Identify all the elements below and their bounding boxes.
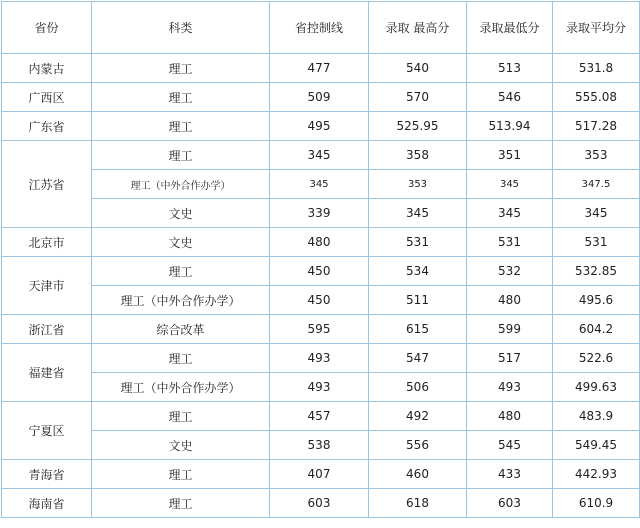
table-row	[2, 257, 640, 286]
province-cell: 宁夏区	[2, 402, 92, 460]
min-score-cell: 513	[467, 54, 553, 83]
control-line-cell: 493	[270, 373, 369, 402]
control-line-cell: 450	[270, 257, 369, 286]
avg-score-cell: 555.08	[553, 83, 640, 112]
table-row	[2, 228, 640, 257]
province-cell: 广西区	[2, 83, 92, 112]
table-header	[2, 2, 640, 54]
admission-scores-table	[1, 1, 640, 518]
province-cell: 福建省	[2, 344, 92, 402]
header-min-score: 录取最低分	[467, 2, 553, 54]
subject-cell: 理工（中外合作办学）	[92, 286, 270, 315]
max-score-cell: 534	[369, 257, 467, 286]
avg-score-cell: 499.63	[553, 373, 640, 402]
province-cell: 浙江省	[2, 315, 92, 344]
max-score-cell: 570	[369, 83, 467, 112]
avg-score-cell: 347.5	[553, 170, 640, 199]
min-score-cell: 493	[467, 373, 553, 402]
min-score-cell: 513.94	[467, 112, 553, 141]
table-row	[2, 54, 640, 83]
table-row	[2, 489, 640, 518]
province-cell: 海南省	[2, 489, 92, 518]
table-row	[2, 431, 640, 460]
avg-score-cell: 604.2	[553, 315, 640, 344]
subject-cell: 文史	[92, 431, 270, 460]
control-line-cell: 480	[270, 228, 369, 257]
header-row	[2, 2, 640, 54]
control-line-cell: 493	[270, 344, 369, 373]
avg-score-cell: 517.28	[553, 112, 640, 141]
subject-cell: 理工（中外合作办学）	[92, 373, 270, 402]
subject-cell: 综合改革	[92, 315, 270, 344]
header-province: 省份	[2, 2, 92, 54]
table-row	[2, 460, 640, 489]
table-body	[2, 54, 640, 518]
max-score-cell: 547	[369, 344, 467, 373]
province-cell: 内蒙古	[2, 54, 92, 83]
subject-cell: 理工	[92, 83, 270, 112]
min-score-cell: 599	[467, 315, 553, 344]
avg-score-cell: 522.6	[553, 344, 640, 373]
max-score-cell: 531	[369, 228, 467, 257]
subject-cell: 文史	[92, 199, 270, 228]
control-line-cell: 407	[270, 460, 369, 489]
province-cell: 广东省	[2, 112, 92, 141]
province-cell: 江苏省	[2, 141, 92, 228]
min-score-cell: 345	[467, 170, 553, 199]
avg-score-cell: 532.85	[553, 257, 640, 286]
subject-cell: 理工	[92, 460, 270, 489]
avg-score-cell: 353	[553, 141, 640, 170]
max-score-cell: 556	[369, 431, 467, 460]
min-score-cell: 517	[467, 344, 553, 373]
avg-score-cell: 531.8	[553, 54, 640, 83]
max-score-cell: 353	[369, 170, 467, 199]
table-row	[2, 199, 640, 228]
min-score-cell: 545	[467, 431, 553, 460]
table-row	[2, 402, 640, 431]
subject-cell: 理工	[92, 402, 270, 431]
control-line-cell: 457	[270, 402, 369, 431]
subject-cell: 文史	[92, 228, 270, 257]
table-row	[2, 373, 640, 402]
control-line-cell: 603	[270, 489, 369, 518]
province-cell: 天津市	[2, 257, 92, 315]
min-score-cell: 351	[467, 141, 553, 170]
max-score-cell: 618	[369, 489, 467, 518]
avg-score-cell: 483.9	[553, 402, 640, 431]
avg-score-cell: 442.93	[553, 460, 640, 489]
control-line-cell: 477	[270, 54, 369, 83]
subject-cell: 理工（中外合作办学）	[92, 170, 270, 199]
max-score-cell: 358	[369, 141, 467, 170]
min-score-cell: 546	[467, 83, 553, 112]
control-line-cell: 595	[270, 315, 369, 344]
min-score-cell: 480	[467, 402, 553, 431]
max-score-cell: 615	[369, 315, 467, 344]
min-score-cell: 433	[467, 460, 553, 489]
subject-cell: 理工	[92, 54, 270, 83]
avg-score-cell: 549.45	[553, 431, 640, 460]
max-score-cell: 525.95	[369, 112, 467, 141]
subject-cell: 理工	[92, 112, 270, 141]
control-line-cell: 509	[270, 83, 369, 112]
avg-score-cell: 495.6	[553, 286, 640, 315]
header-subject: 科类	[92, 2, 270, 54]
max-score-cell: 460	[369, 460, 467, 489]
min-score-cell: 480	[467, 286, 553, 315]
header-control-line: 省控制线	[270, 2, 369, 54]
table-row	[2, 315, 640, 344]
table-row	[2, 141, 640, 170]
subject-cell: 理工	[92, 257, 270, 286]
min-score-cell: 603	[467, 489, 553, 518]
control-line-cell: 538	[270, 431, 369, 460]
header-max-score: 录取 最高分	[369, 2, 467, 54]
subject-cell: 理工	[92, 141, 270, 170]
min-score-cell: 531	[467, 228, 553, 257]
control-line-cell: 339	[270, 199, 369, 228]
min-score-cell: 532	[467, 257, 553, 286]
control-line-cell: 450	[270, 286, 369, 315]
avg-score-cell: 610.9	[553, 489, 640, 518]
avg-score-cell: 531	[553, 228, 640, 257]
table-row	[2, 83, 640, 112]
table-row	[2, 286, 640, 315]
max-score-cell: 345	[369, 199, 467, 228]
control-line-cell: 495	[270, 112, 369, 141]
table-row	[2, 344, 640, 373]
province-cell: 青海省	[2, 460, 92, 489]
table-row	[2, 170, 640, 199]
control-line-cell: 345	[270, 170, 369, 199]
max-score-cell: 492	[369, 402, 467, 431]
max-score-cell: 540	[369, 54, 467, 83]
province-cell: 北京市	[2, 228, 92, 257]
min-score-cell: 345	[467, 199, 553, 228]
subject-cell: 理工	[92, 344, 270, 373]
subject-cell: 理工	[92, 489, 270, 518]
avg-score-cell: 345	[553, 199, 640, 228]
max-score-cell: 511	[369, 286, 467, 315]
header-avg-score: 录取平均分	[553, 2, 640, 54]
max-score-cell: 506	[369, 373, 467, 402]
table-row	[2, 112, 640, 141]
control-line-cell: 345	[270, 141, 369, 170]
